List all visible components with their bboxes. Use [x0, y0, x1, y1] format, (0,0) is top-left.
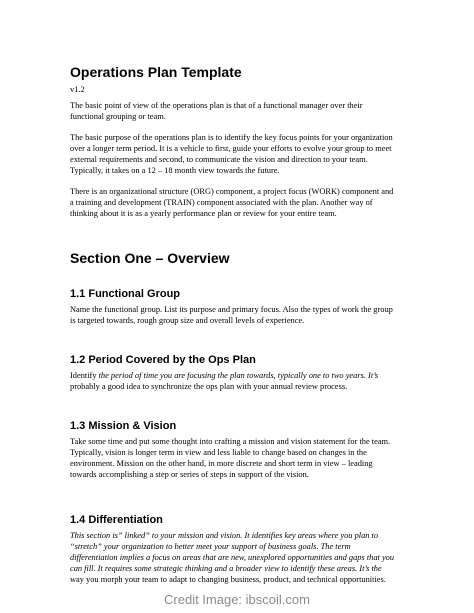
text-line: The basic point of view of the operations plan is that of a functional manager over their: [70, 101, 363, 110]
italic-text-line: This section is” linked” to your mission and vision. It identifies key areas where you plan to: [70, 531, 379, 540]
text-line: functional grouping or team.: [70, 112, 166, 121]
subsection-heading-differentiation: 1.4 Differentiation: [70, 514, 163, 526]
text-line: [70, 370, 408, 381]
subsection-body-differentiation: [70, 530, 408, 585]
text-line: There is an organizational structure (ORG) component, a project focus (WORK) component and: [70, 187, 394, 196]
text-line: over a longer term period. It is a vehicle to first, guide your efforts to evolve your group to meet: [70, 144, 392, 153]
subsection-body-period-covered: [70, 370, 408, 392]
text-line: way you morph your team to adapt to changing business, product, and technical opportunities.: [70, 575, 386, 584]
text-line: environment. Mission on the other hand, in more discrete and short term in view – leading: [70, 459, 373, 468]
intro-paragraph-1: [70, 100, 408, 122]
text-line: probably a good idea to synchronize the ops plan with your annual review process.: [70, 382, 348, 391]
text-line: Typically, vision is longer term in view and less liable to change based on changes in the: [70, 448, 367, 457]
image-credit: Credit Image: ibscoil.com: [164, 592, 310, 607]
intro-paragraph-2: [70, 132, 408, 176]
italic-text-line: differentiation implies a focus on areas that are new, unexplored opportunities and gaps that you: [70, 553, 395, 562]
subsection-body-mission-vision: [70, 436, 408, 480]
document-content: [70, 64, 408, 585]
subsection-heading-functional-group: 1.1 Functional Group: [70, 288, 181, 300]
document-title: Operations Plan Template: [70, 64, 242, 80]
text-line: thinking about it is as a yearly performance plan or review for your entire team.: [70, 209, 337, 218]
text-line: external requirements and second, to communicate the vision and direction to your team.: [70, 155, 368, 164]
text-line: Take some time and put some thought into crafting a mission and vision statement for the team.: [70, 437, 391, 446]
text-run: Identify: [70, 371, 99, 380]
text-line: Typically, it takes on a 12 – 18 month view towards the future.: [70, 166, 280, 175]
subsection-body-functional-group: [70, 304, 408, 326]
subsection-heading-period-covered: 1.2 Period Covered by the Ops Plan: [70, 354, 256, 366]
italic-text-line: can fill. It requires some strategic thinking and a broader view to identify these areas. It’s the: [70, 564, 382, 573]
text-line: a training and development (TRAIN) component associated with the plan. Another way of: [70, 198, 373, 207]
text-line: Name the functional group. List its purpose and primary focus. Also the types of work the group: [70, 305, 393, 314]
intro-paragraph-3: [70, 186, 408, 219]
italic-text-line: “stretch” your organization to better meet your support of business goals. The term: [70, 542, 351, 551]
text-line: towards accomplishing a step or series of steps in support of the vision.: [70, 470, 309, 479]
subsection-heading-mission-vision: 1.3 Mission & Vision: [70, 420, 177, 432]
italic-text-run: the period of time you are focusing the plan towards, typically one to two years. It’s: [98, 371, 379, 380]
version-label: v1.2: [70, 85, 85, 94]
section-heading: Section One – Overview: [70, 250, 230, 266]
text-line: is targeted towards, rough group size and overall levels of experience.: [70, 316, 305, 325]
text-line: The basic purpose of the operations plan is to identify the key focus points for your organization: [70, 133, 393, 142]
